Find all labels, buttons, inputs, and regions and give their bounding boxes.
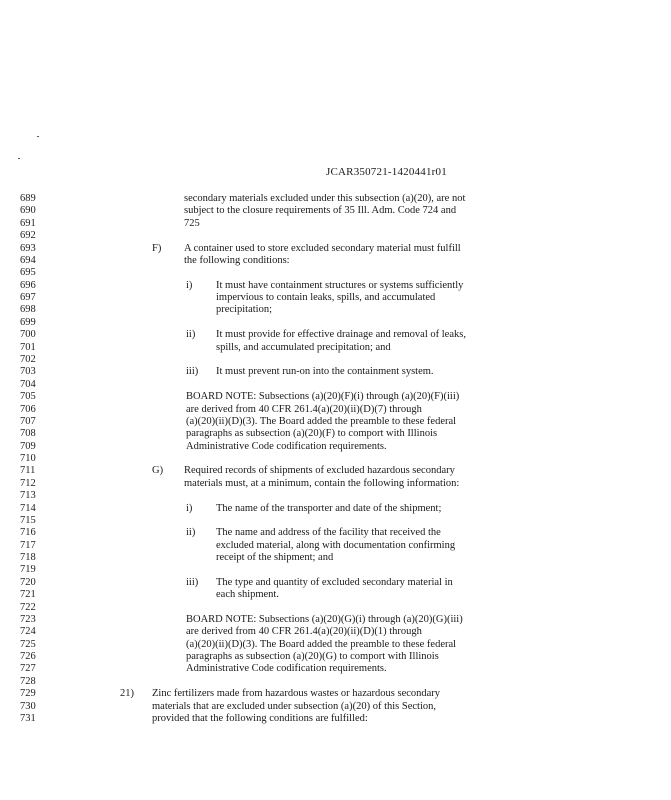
scan-speck (37, 136, 39, 137)
line-number: 691 (20, 217, 36, 229)
line-text: materials that are excluded under subsection (a)(20) of this Section, (152, 700, 436, 712)
line-number: 695 (20, 267, 36, 279)
document-line (0, 329, 671, 340)
list-marker: 21) (120, 688, 134, 700)
document-line (0, 205, 671, 216)
document-line (0, 243, 671, 254)
document-line (0, 564, 671, 575)
line-number: 719 (20, 564, 36, 576)
document-line (0, 304, 671, 315)
document-line (0, 255, 671, 266)
document-line (0, 527, 671, 538)
line-number: 716 (20, 527, 36, 539)
line-text: BOARD NOTE: Subsections (a)(20)(G)(i) through (a)(20)(G)(iii) (186, 613, 463, 625)
line-text: are derived from 40 CFR 261.4(a)(20)(ii)(D)(7) through (186, 403, 422, 415)
line-number: 711 (20, 465, 36, 477)
document-line (0, 490, 671, 501)
document-line (0, 465, 671, 476)
list-marker: F) (152, 242, 162, 254)
line-text: materials must, at a minimum, contain the following information: (184, 477, 460, 489)
line-number: 721 (20, 589, 36, 601)
scan-speck (18, 158, 20, 159)
line-number: 729 (20, 688, 36, 700)
line-number: 700 (20, 329, 36, 341)
line-number: 726 (20, 651, 36, 663)
list-marker: i) (186, 279, 193, 291)
document-line (0, 651, 671, 662)
document-line (0, 416, 671, 427)
line-text: receipt of the shipment; and (216, 552, 334, 563)
line-number: 714 (20, 502, 36, 514)
line-number: 702 (20, 353, 36, 365)
document-line (0, 577, 671, 588)
line-number: 692 (20, 230, 36, 242)
line-number: 699 (20, 316, 36, 328)
line-number: 703 (20, 366, 36, 378)
document-line (0, 366, 671, 377)
line-text: Zinc fertilizers made from hazardous wastes or hazardous secondary (152, 688, 441, 700)
line-number: 693 (20, 242, 36, 254)
document-line (0, 552, 671, 563)
document-line (0, 614, 671, 625)
list-marker: ii) (186, 329, 196, 341)
line-text: 725 (184, 217, 200, 229)
line-number: 704 (20, 378, 36, 390)
line-number: 723 (20, 613, 36, 625)
line-number: 710 (20, 453, 36, 464)
line-number: 720 (20, 576, 36, 588)
document-line (0, 515, 671, 526)
document-line (0, 478, 671, 489)
line-text: provided that the following conditions are fulfilled: (152, 713, 368, 724)
line-text: It must prevent run-on into the containment system. (216, 366, 434, 378)
list-marker: iii) (186, 366, 199, 378)
line-text: Administrative Code codification requirements. (186, 440, 387, 452)
line-number: 718 (20, 552, 36, 563)
line-number: 705 (20, 391, 36, 403)
line-text: It must provide for effective drainage and removal of leaks, (216, 329, 466, 341)
line-number: 730 (20, 700, 36, 712)
line-text: The type and quantity of excluded secondary material in (216, 576, 453, 588)
document-line (0, 663, 671, 674)
line-number: 731 (20, 713, 36, 724)
line-number: 706 (20, 403, 36, 415)
line-number: 727 (20, 663, 36, 675)
line-text: Administrative Code codification requirements. (186, 663, 387, 675)
document-line (0, 317, 671, 328)
list-marker: i) (186, 502, 193, 514)
document-line (0, 379, 671, 390)
line-number: 689 (20, 193, 36, 204)
document-line (0, 639, 671, 650)
document-line (0, 267, 671, 278)
line-number: 725 (20, 638, 36, 650)
document-line (0, 193, 671, 204)
document-line (0, 540, 671, 551)
line-text: The name and address of the facility that received the (216, 527, 441, 539)
line-text: the following conditions: (184, 254, 290, 266)
line-number: 707 (20, 415, 36, 427)
document-line (0, 342, 671, 353)
line-number: 717 (20, 539, 36, 551)
document-line (0, 230, 671, 241)
line-text: (a)(20)(ii)(D)(3). The Board added the preamble to these federal (186, 415, 457, 427)
document-line (0, 701, 671, 712)
document-line (0, 453, 671, 464)
line-text: A container used to store excluded secondary material must fulfill (184, 242, 461, 254)
line-text: Required records of shipments of excluded hazardous secondary (184, 465, 455, 477)
line-number: 698 (20, 304, 36, 316)
document-line (0, 404, 671, 415)
list-marker: G) (152, 465, 164, 477)
line-text: each shipment. (216, 589, 279, 601)
document-line (0, 503, 671, 514)
document-line (0, 280, 671, 291)
line-text: spills, and accumulated precipitation; and (216, 341, 391, 353)
line-text: BOARD NOTE: Subsections (a)(20)(F)(i) through (a)(20)(F)(iii) (186, 391, 460, 403)
line-number: 696 (20, 279, 36, 291)
line-number: 697 (20, 292, 36, 303)
document-line (0, 428, 671, 439)
line-number: 724 (20, 626, 36, 638)
document-line (0, 626, 671, 637)
line-text: are derived from 40 CFR 261.4(a)(20)(ii)(D)(1) through (186, 626, 422, 638)
line-number: 728 (20, 675, 36, 687)
document-line (0, 713, 671, 724)
document-line (0, 354, 671, 365)
line-number: 708 (20, 428, 36, 440)
document-line (0, 676, 671, 687)
line-text: The name of the transporter and date of the shipment; (216, 502, 442, 514)
line-number: 715 (20, 514, 36, 526)
line-text: precipitation; (216, 304, 272, 316)
document-line (0, 602, 671, 613)
line-text: paragraphs as subsection (a)(20)(F) to comport with Illinois (186, 428, 438, 440)
line-text: (a)(20)(ii)(D)(3). The Board added the preamble to these federal (186, 638, 457, 650)
document-line (0, 441, 671, 452)
line-number: 712 (20, 477, 36, 489)
line-number: 690 (20, 205, 36, 217)
line-text: impervious to contain leaks, spills, and accumulated (216, 292, 436, 303)
line-text: subject to the closure requirements of 35 Ill. Adm. Code 724 and (184, 205, 457, 217)
document-id-header: JCAR350721-1420441r01 (326, 166, 447, 178)
line-text: excluded material, along with documentation confirming (216, 539, 456, 551)
document-line (0, 589, 671, 600)
document-line (0, 292, 671, 303)
document-line (0, 688, 671, 699)
line-number: 701 (20, 341, 36, 353)
list-marker: iii) (186, 576, 199, 588)
document-line (0, 391, 671, 402)
line-text: It must have containment structures or systems sufficiently (216, 279, 464, 291)
line-text: paragraphs as subsection (a)(20)(G) to comport with Illinois (186, 651, 439, 663)
line-number: 722 (20, 601, 36, 613)
list-marker: ii) (186, 527, 196, 539)
document-line (0, 218, 671, 229)
line-number: 709 (20, 440, 36, 452)
line-text: secondary materials excluded under this subsection (a)(20), are not (184, 193, 466, 204)
line-number: 694 (20, 254, 36, 266)
line-number: 713 (20, 490, 36, 502)
